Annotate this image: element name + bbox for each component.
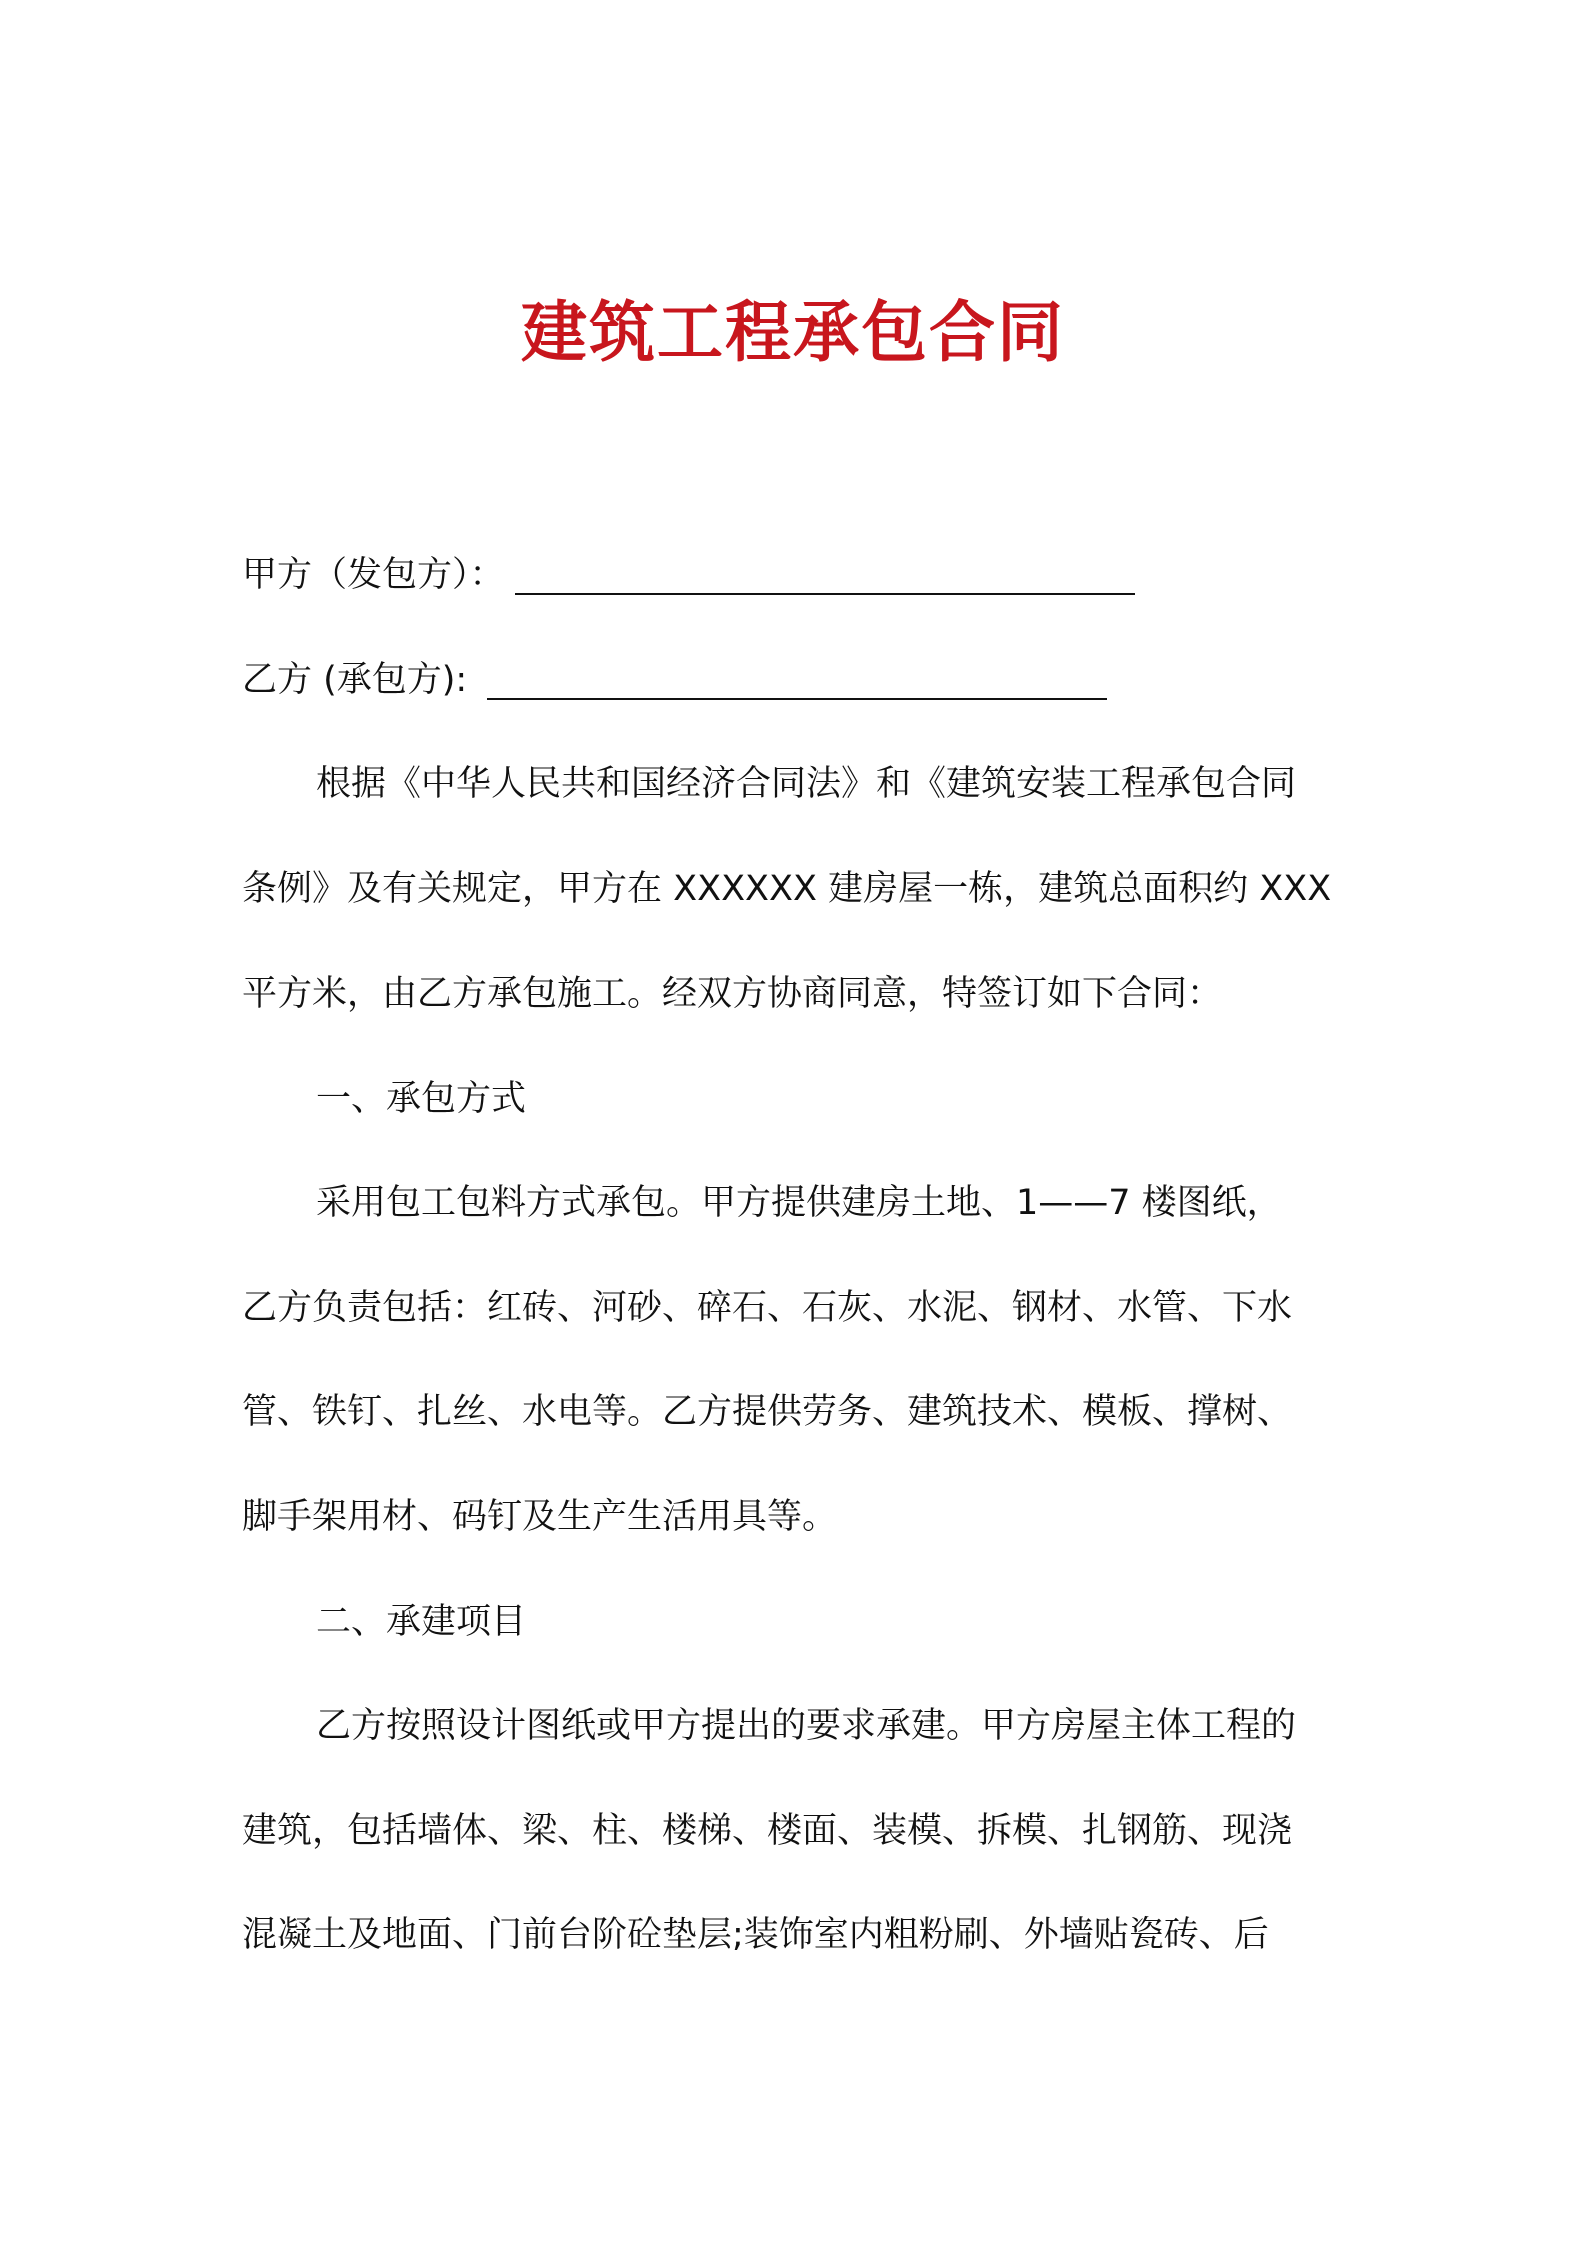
party-a-field[interactable] xyxy=(515,555,1135,595)
body-line: 采用包工包料方式承包。甲方提供建房土地、1——7 楼图纸， xyxy=(316,1183,1282,1223)
body-line: 乙方按照设计图纸或甲方提出的要求承建。甲方房屋主体工程的 xyxy=(316,1706,1297,1746)
party-b-field[interactable] xyxy=(487,660,1107,700)
body-line: 条例》及有关规定，甲方在 XXXXXX 建房屋一栋，建筑总面积约 XXX xyxy=(242,869,1332,909)
body-line: 乙方负责包括：红砖、河砂、碎石、石灰、水泥、钢材、水管、下水 xyxy=(242,1288,1293,1328)
body-line: 混凝土及地面、门前台阶砼垫层;装饰室内粗粉刷、外墙贴瓷砖、后 xyxy=(242,1915,1269,1955)
section-heading: 一、承包方式 xyxy=(316,1079,527,1119)
body-line: 脚手架用材、码钉及生产生活用具等。 xyxy=(242,1497,838,1537)
body-line: 平方米，由乙方承包施工。经双方协商同意，特签订如下合同： xyxy=(242,974,1223,1014)
body-line: 根据《中华人民共和国经济合同法》和《建筑安装工程承包合同 xyxy=(316,764,1297,804)
body-line: 管、铁钉、扎丝、水电等。乙方提供劳务、建筑技术、模板、撑树、 xyxy=(242,1392,1293,1432)
party-a-label: 甲方（发包方）： xyxy=(242,555,505,595)
body-line: 建筑，包括墙体、梁、柱、楼梯、楼面、装模、拆模、扎钢筋、现浇 xyxy=(242,1811,1293,1851)
party-b-label: 乙方 (承包方): xyxy=(242,660,468,700)
document-title: 建筑工程承包合同 xyxy=(521,294,1065,371)
party-b-row xyxy=(242,650,1107,700)
party-a-row xyxy=(242,545,1135,595)
section-heading: 二、承建项目 xyxy=(316,1602,527,1642)
